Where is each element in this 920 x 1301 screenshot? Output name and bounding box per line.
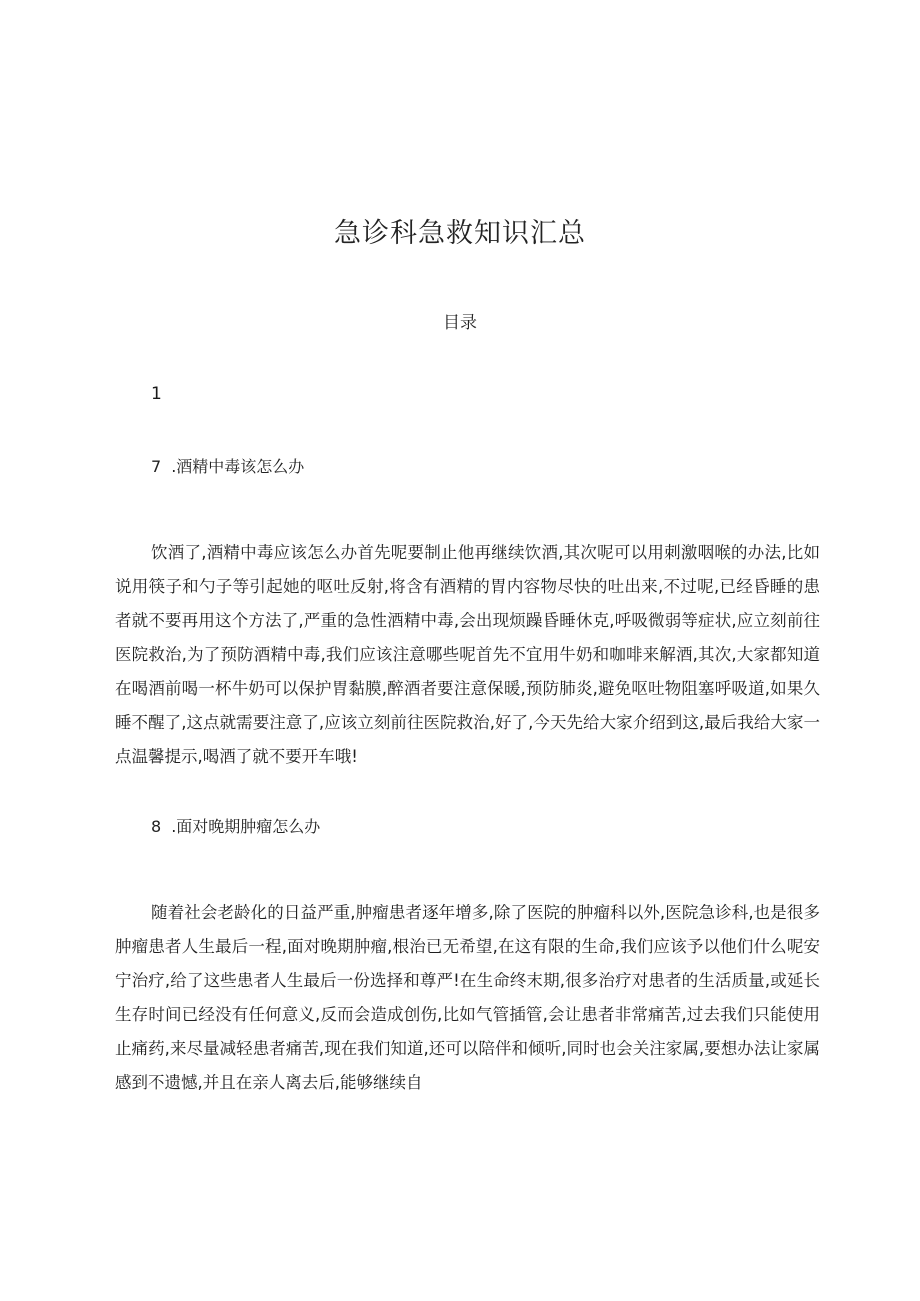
section-number: 8 [151, 817, 162, 836]
section-heading-late-stage-tumor [151, 814, 320, 840]
section-number: 7 [151, 457, 162, 476]
section-heading-alcohol-poisoning [151, 454, 304, 480]
toc-heading: 目录 [443, 313, 477, 333]
section-body-alcohol-poisoning: 饮酒了,酒精中毒应该怎么办首先呢要制止他再继续饮酒,其次呢可以用刺激咽喉的办法,比如说用筷子和勺子等引起她的呕吐反射,将含有酒精的胃内容物尽快的吐出来,不过呢,已经昏睡的患者就不要再用这个方法了,严重的急性酒精中毒,会出现烦躁昏睡休克,呼吸微弱等症状,应立刻前往医院救治,为了预防酒精中毒,我们应该注意哪些呢首先不宜用牛奶和咖啡来解酒,其次,大家都知道在喝酒前喝一杯牛奶可以保护胃黏膜,醉酒者要注意保暖,预防肺炎,避免呕吐物阻塞呼吸道,如果久睡不醒了,这点就需要注意了,应该立刻前往医院救治,好了,今天先给大家介绍到这,最后我给大家一点温馨提示,喝酒了就不要开车哦! [115, 542, 820, 766]
document-title: 急诊科急救知识汇总 [334, 218, 586, 249]
toc-entry-number: 1 [151, 384, 162, 404]
section-body-late-stage-tumor: 随着社会老龄化的日益严重,肿瘤患者逐年增多,除了医院的肿瘤科以外,医院急诊科,也是很多肿瘤患者人生最后一程,面对晚期肿瘤,根治已无希望,在这有限的生命,我们应该予以他们什么呢安宁治疗,给了这些患者人生最后一份选择和尊严!在生命终末期,很多治疗对患者的生活质量,或延长生存时间已经没有任何意义,反而会造成创伤,比如气管插管,会让患者非常痛苦,过去我们只能使用止痛药,来尽量减轻患者痛苦,现在我们知道,还可以陪伴和倾听,同时也会关注家属,要想办法让家属感到不遗憾,并且在亲人离去后,能够继续自 [115, 902, 820, 1092]
section-title: .面对晚期肿瘤怎么办 [171, 817, 321, 836]
section-title: .酒精中毒该怎么办 [171, 457, 305, 476]
